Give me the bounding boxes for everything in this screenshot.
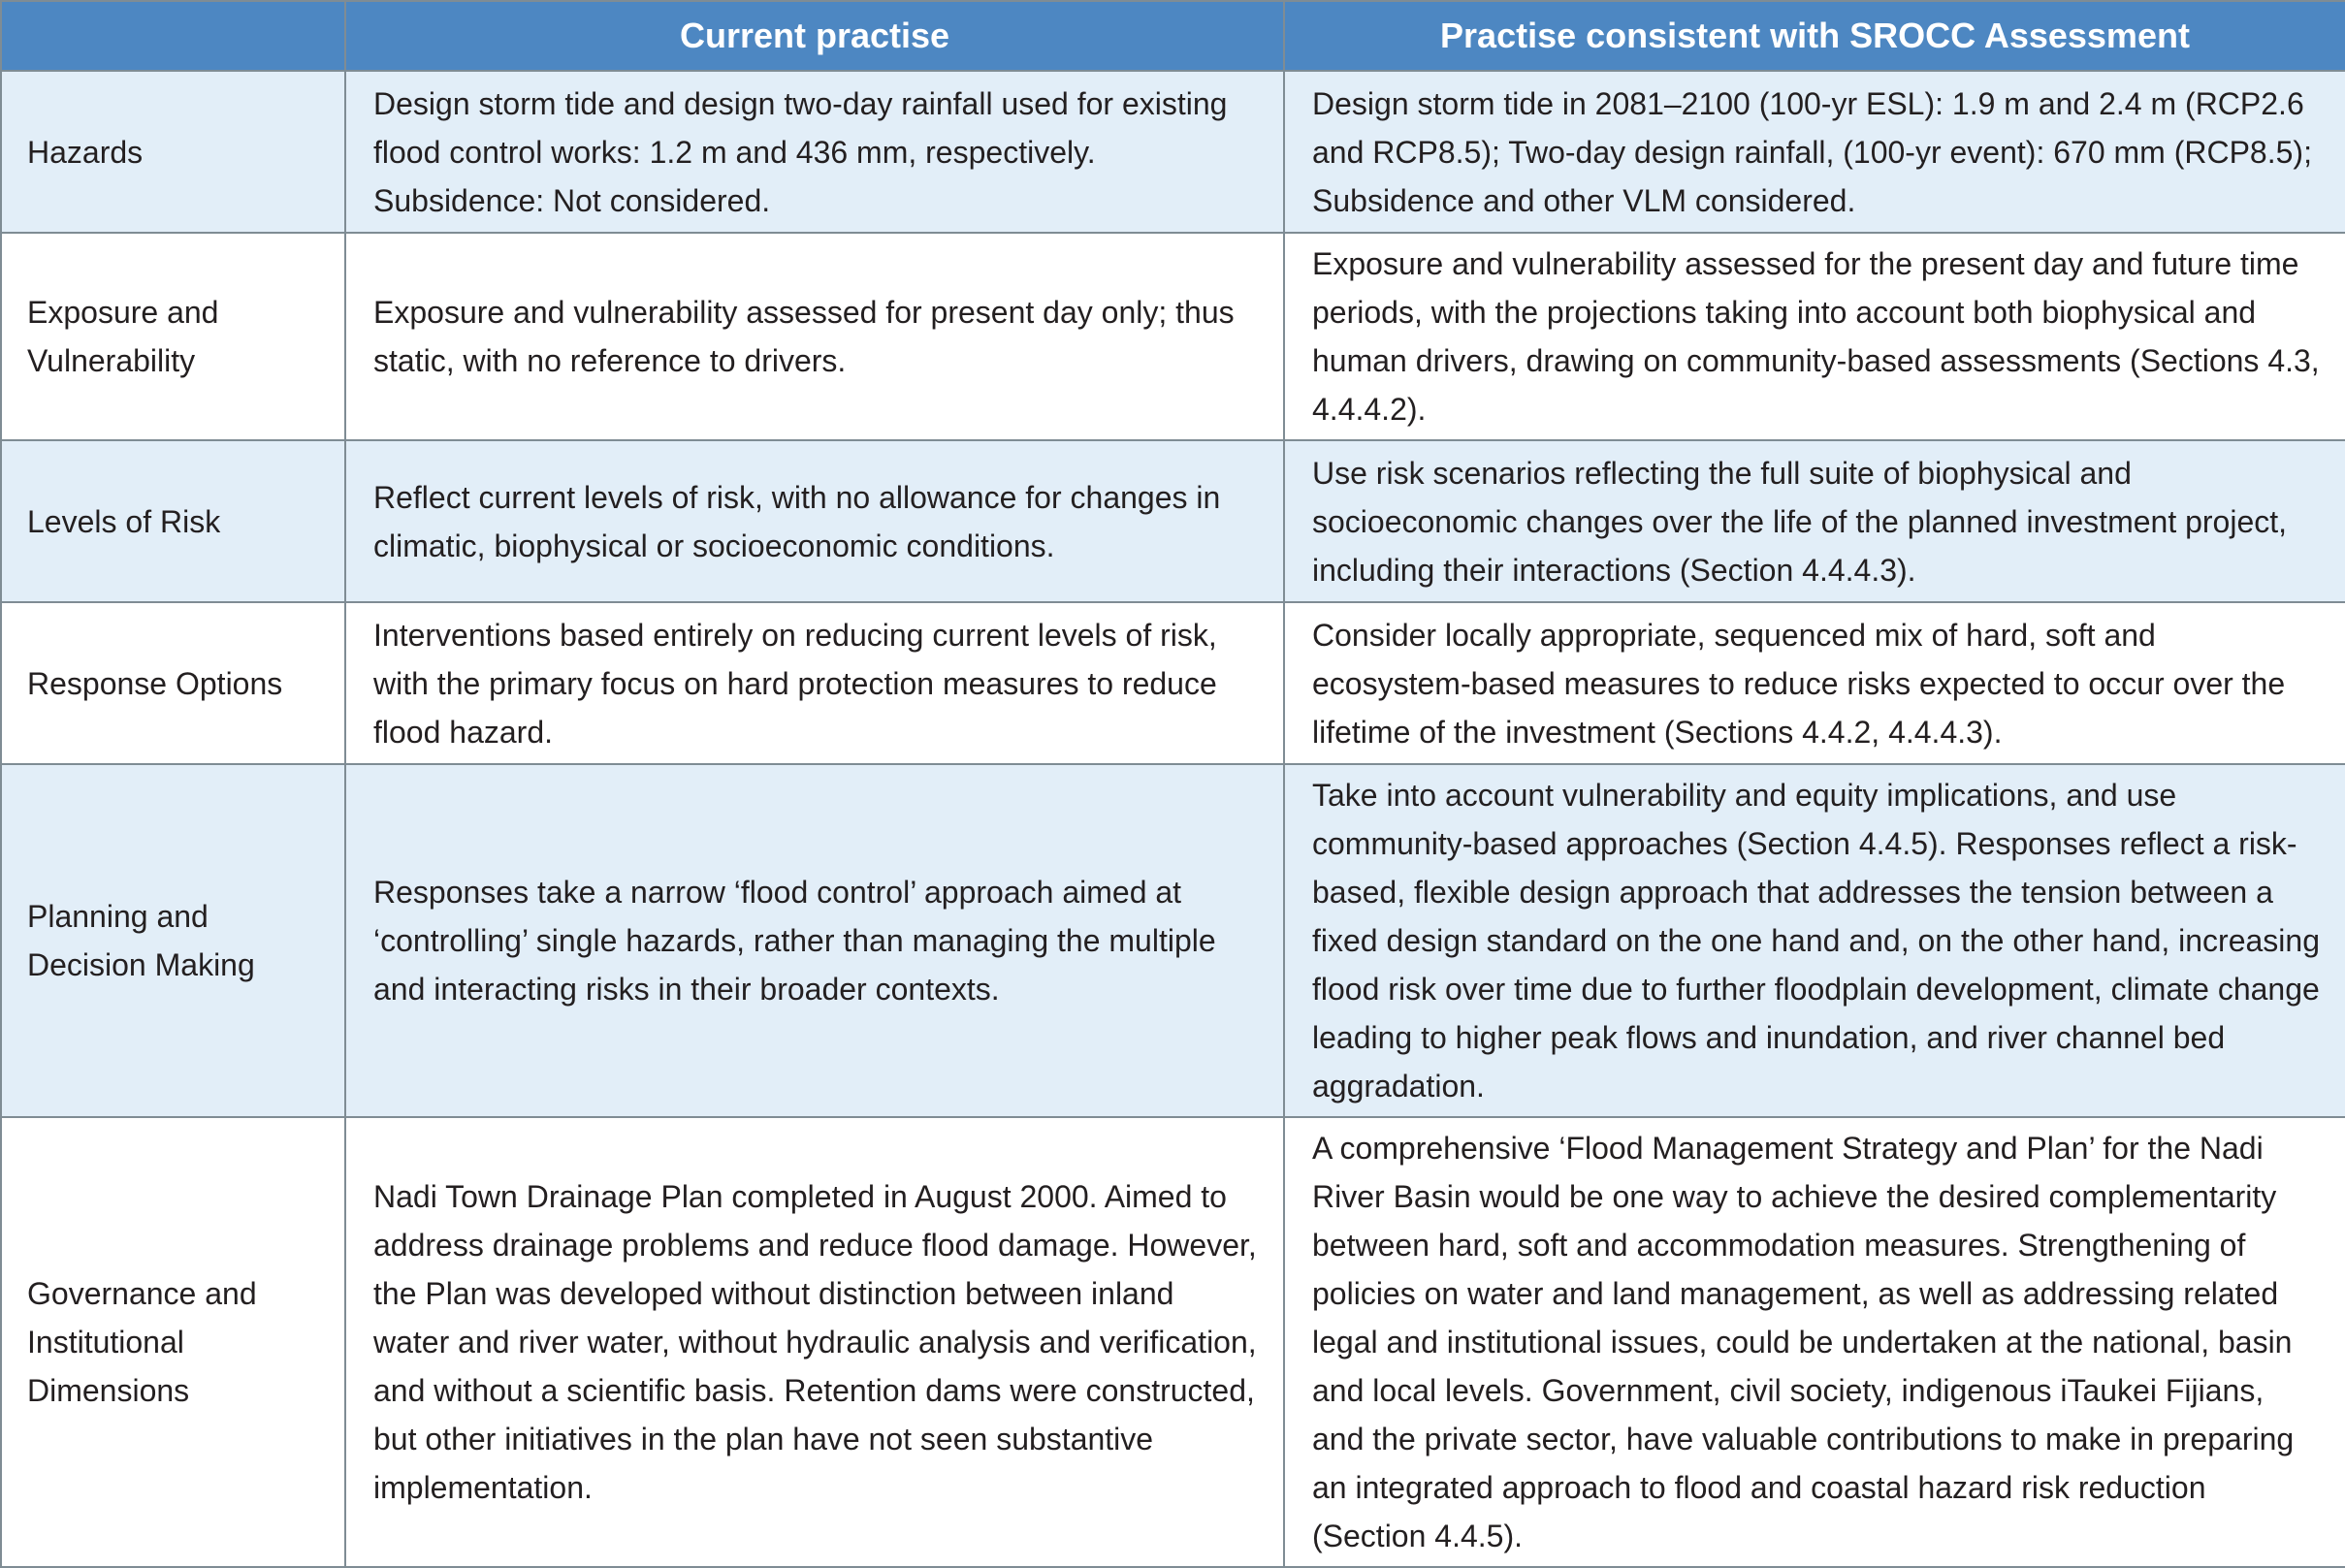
cell-current-practise: Design storm tide and design two-day rainfall used for existing flood control works: 1.2 m and 436 mm, respectively. Subsidence: Not considered.	[345, 71, 1284, 233]
row-label-levels-of-risk: Levels of Risk	[1, 440, 345, 602]
cell-srocc-practise: A comprehensive ‘Flood Management Strategy and Plan’ for the Nadi River Basin would be one way to achieve the desired complementarity between hard, soft and accommodation measures. Strengthening of policies on water and land management, as well as addressing related legal and institutional issues, could be undertaken at the national, basin and local levels. Government, civil society, indigenous iTaukei Fijians, and the private sector, have valuable contributions to make in preparing an integrated approach to flood and coastal hazard risk reduction (Section 4.4.5).	[1284, 1117, 2345, 1567]
table-row	[1, 764, 2345, 1117]
row-label-governance-institutional: Governance and Institutional Dimensions	[1, 1117, 345, 1567]
cell-srocc-practise: Design storm tide in 2081–2100 (100-yr ESL): 1.9 m and 2.4 m (RCP2.6 and RCP8.5); Two-day design rainfall, (100-yr event): 670 mm (RCP8.5); Subsidence and other VLM considered.	[1284, 71, 2345, 233]
row-label-exposure-vulnerability: Exposure and Vulnerability	[1, 233, 345, 440]
row-label-response-options: Response Options	[1, 602, 345, 764]
cell-current-practise: Interventions based entirely on reducing current levels of risk, with the primary focus on hard protection measures to reduce flood hazard.	[345, 602, 1284, 764]
cell-srocc-practise: Take into account vulnerability and equity implications, and use community-based approaches (Section 4.4.5). Responses reflect a risk-based, flexible design approach that addresses the tension between a fixed design standard on the one hand and, on the other hand, increasing flood risk over time due to further floodplain development, climate change leading to higher peak flows and inundation, and river channel bed aggradation.	[1284, 764, 2345, 1117]
header-srocc-practise: Practise consistent with SROCC Assessment	[1284, 1, 2345, 71]
header-current-practise: Current practise	[345, 1, 1284, 71]
cell-current-practise: Nadi Town Drainage Plan completed in August 2000. Aimed to address drainage problems and reduce flood damage. However, the Plan was developed without distinction between inland water and river water, without hydraulic analysis and verification, and without a scientific basis. Retention dams were constructed, but other initiatives in the plan have not seen substantive implementation.	[345, 1117, 1284, 1567]
cell-srocc-practise: Exposure and vulnerability assessed for the present day and future time periods, with the projections taking into account both biophysical and human drivers, drawing on community-based assessments (Sections 4.3, 4.4.4.2).	[1284, 233, 2345, 440]
table-row	[1, 602, 2345, 764]
table-row	[1, 1117, 2345, 1567]
cell-current-practise: Exposure and vulnerability assessed for present day only; thus static, with no reference to drivers.	[345, 233, 1284, 440]
header-corner-cell	[1, 1, 345, 71]
table-header	[1, 1, 2345, 71]
cell-current-practise: Reflect current levels of risk, with no allowance for changes in climatic, biophysical or socioeconomic conditions.	[345, 440, 1284, 602]
cell-srocc-practise: Consider locally appropriate, sequenced mix of hard, soft and ecosystem-based measures to reduce risks expected to occur over the lifetime of the investment (Sections 4.4.2, 4.4.4.3).	[1284, 602, 2345, 764]
table-row	[1, 71, 2345, 233]
row-label-planning-decision-making: Planning and Decision Making	[1, 764, 345, 1117]
table-row	[1, 440, 2345, 602]
table-body	[1, 71, 2345, 1567]
cell-current-practise: Responses take a narrow ‘flood control’ approach aimed at ‘controlling’ single hazards, rather than managing the multiple and interacting risks in their broader contexts.	[345, 764, 1284, 1117]
cell-srocc-practise: Use risk scenarios reflecting the full suite of biophysical and socioeconomic changes over the life of the planned investment project, including their interactions (Section 4.4.4.3).	[1284, 440, 2345, 602]
row-label-hazards: Hazards	[1, 71, 345, 233]
header-row	[1, 1, 2345, 71]
table-row	[1, 233, 2345, 440]
